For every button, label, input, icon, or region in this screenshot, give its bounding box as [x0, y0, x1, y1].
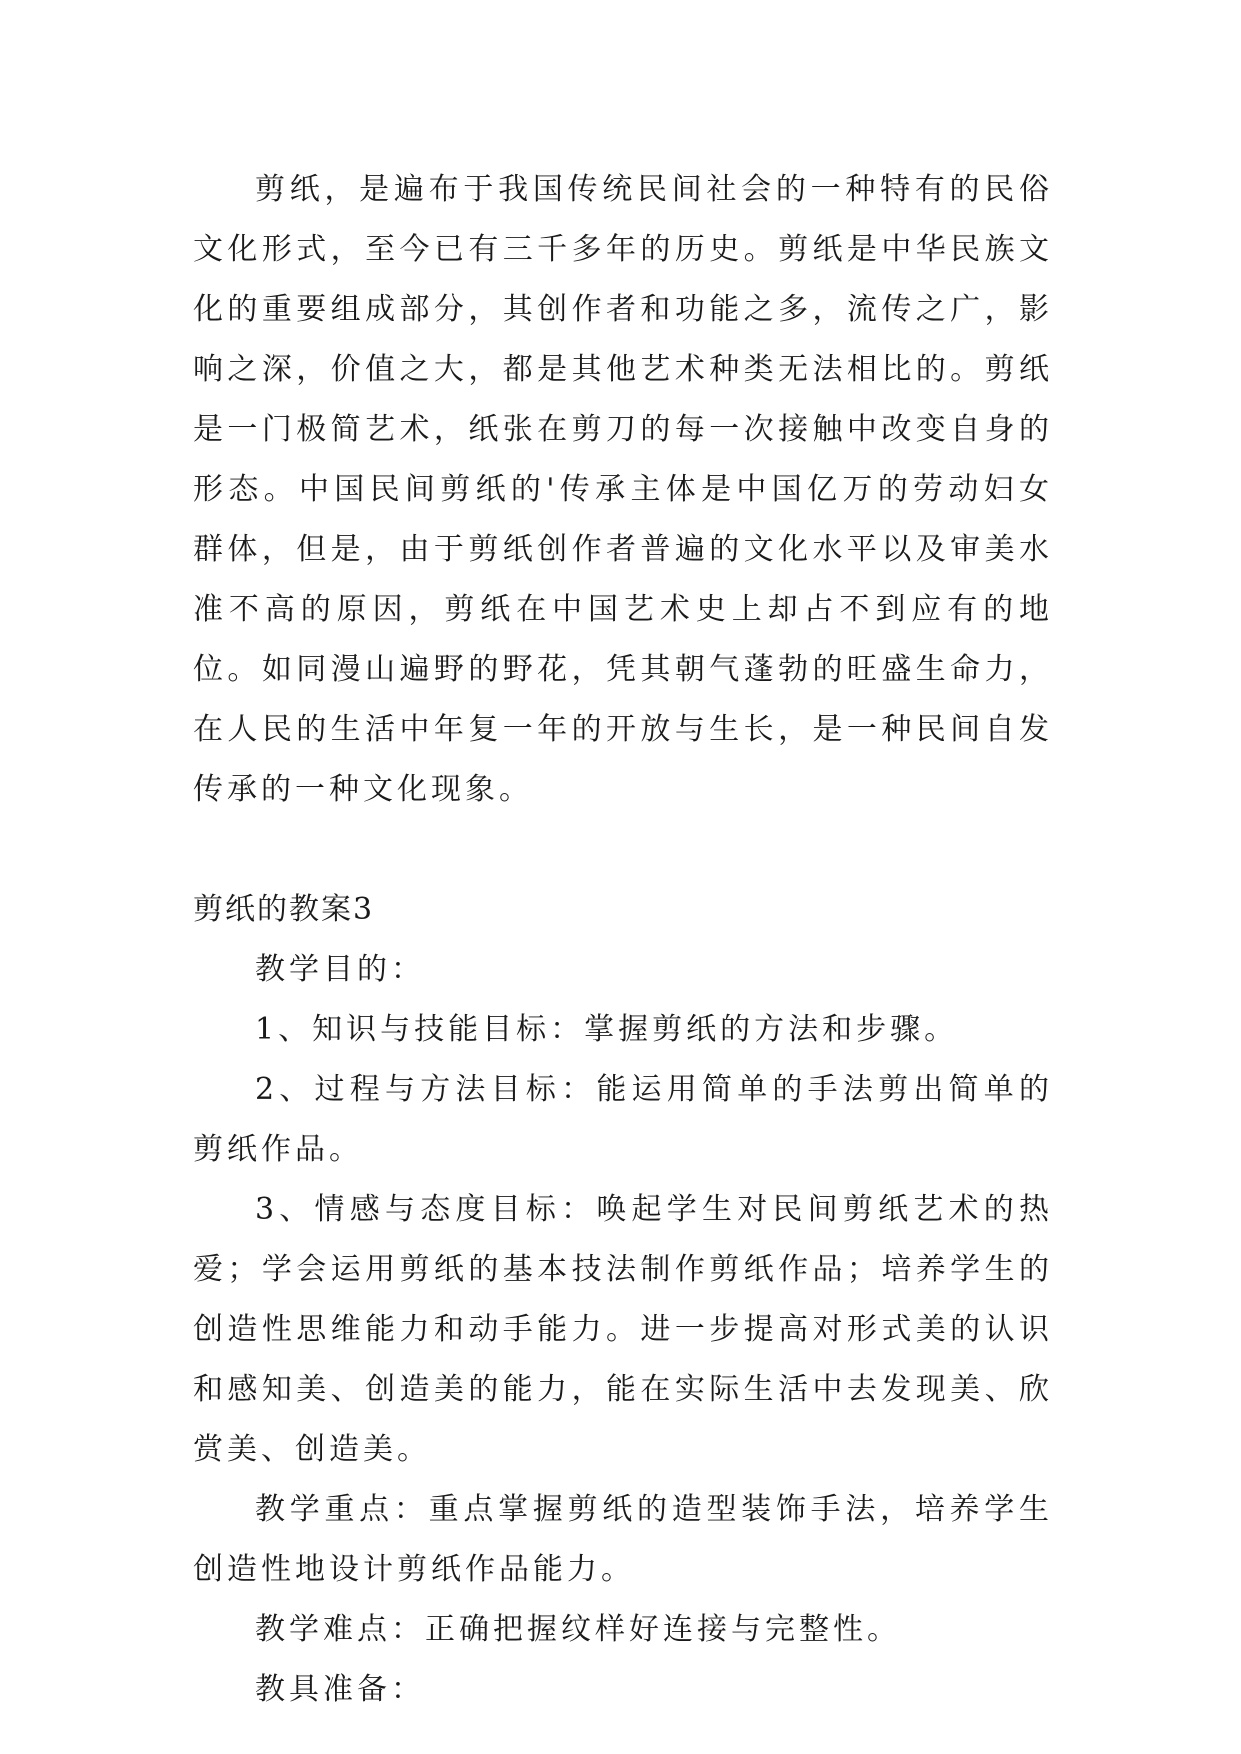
objectives-label: 教学目的： — [255, 952, 425, 987]
section-title: 剪纸的教案3 — [193, 892, 375, 927]
materials-label: 教具准备： — [255, 1672, 425, 1707]
objective-1: 1、知识与技能目标：掌握剪纸的方法和步骤。 — [255, 1012, 959, 1047]
key-point: 教学重点：重点掌握剪纸的造型装饰手法，培养学生创造性地设计剪纸作品能力。 — [193, 1492, 1053, 1587]
intro-paragraph: 剪纸，是遍布于我国传统民间社会的一种特有的民俗文化形式，至今已有三千多年的历史。剪纸是中华民族文化的重要组成部分，其创作者和功能之多，流传之广，影响之深，价值之大，都是其他艺术种类无法相比的。剪纸是一门极简艺术，纸张在剪刀的每一次接触中改变自身的形态。中国民间剪纸的'传承主体是中国亿万的劳动妇女群体，但是，由于剪纸创作者普遍的文化水平以及审美水准不高的原因，剪纸在中国艺术史上却占不到应有的地位。如同漫山遍野的野花，凭其朝气蓬勃的旺盛生命力，在人民的生活中年复一年的开放与生长，是一种民间自发传承的一种文化现象。 — [193, 172, 1053, 807]
difficulty: 教学难点：正确把握纹样好连接与完整性。 — [255, 1612, 901, 1647]
objective-2: 2、过程与方法目标：能运用简单的手法剪出简单的剪纸作品。 — [193, 1072, 1053, 1167]
paragraph-gap — [193, 820, 1053, 880]
document-page — [193, 160, 1053, 1720]
objective-3: 3、情感与态度目标：唤起学生对民间剪纸艺术的热爱；学会运用剪纸的基本技法制作剪纸作品；培养学生的创造性思维能力和动手能力。进一步提高对形式美的认识和感知美、创造美的能力，能在实际生活中去发现美、欣赏美、创造美。 — [193, 1192, 1053, 1467]
